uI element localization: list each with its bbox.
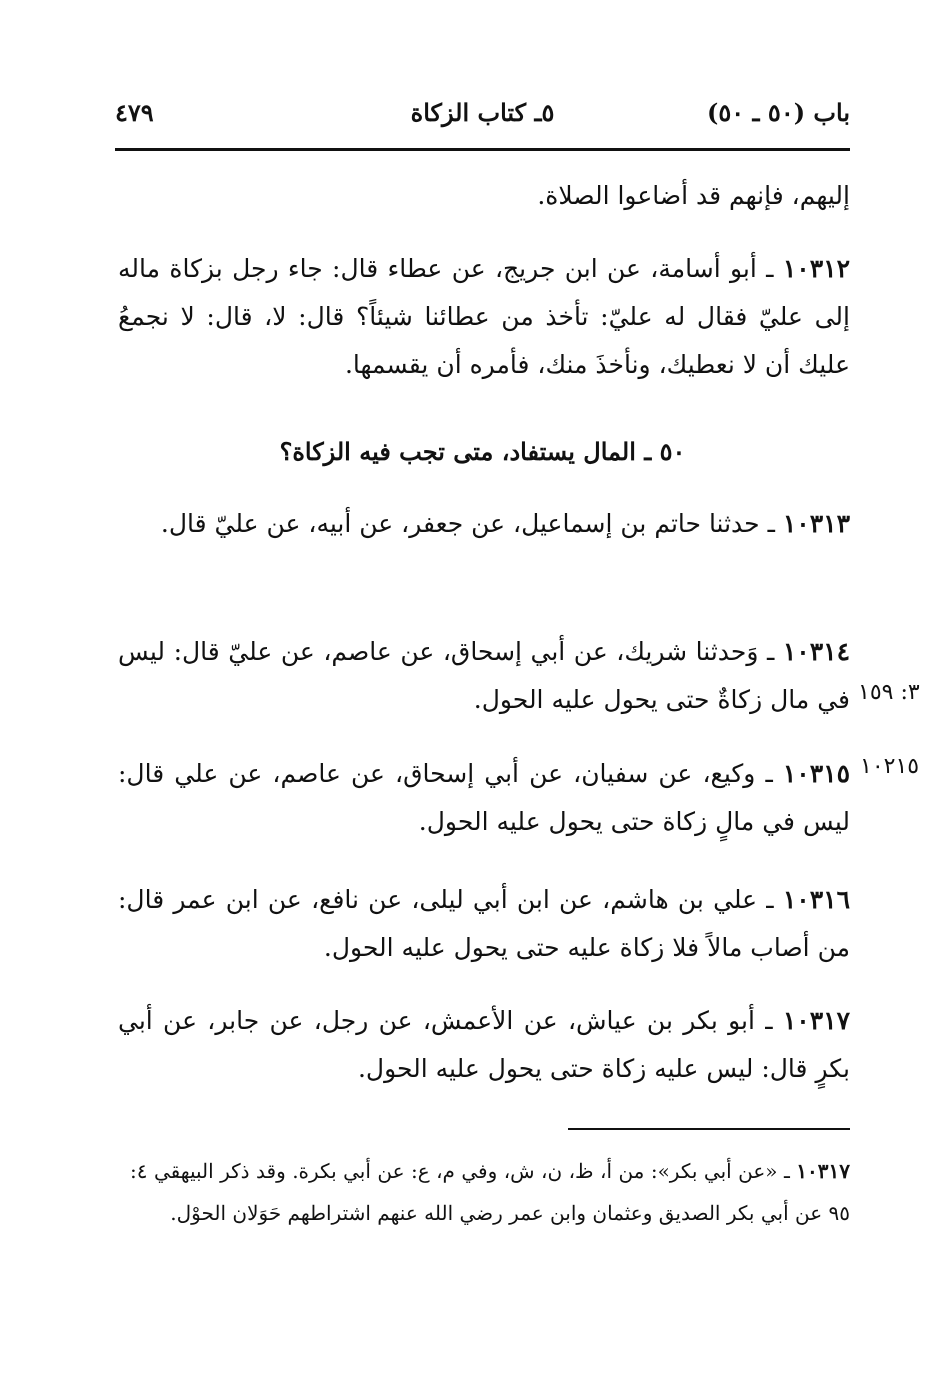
hadith-number: ١٠٣١٦ [782, 885, 850, 914]
hadith-10313 [118, 500, 850, 548]
hadith-10316 [118, 876, 850, 972]
footnote-number: ١٠٣١٧ [796, 1159, 851, 1183]
hadith-text: ـ أبو أسامة، عن ابن جريج، عن عطاء قال: جاء رجل بزكاة ماله إلى عليّ فقال له عليّ: تأخذ من عطائنا شيئاً؟ قال: لا، قال: لا نجمعُ عليك أن لا نعطيك، ونأخذَ منك، فأمره أن يقسمها. [118, 254, 850, 379]
hadith-10314 [118, 628, 850, 724]
running-header [115, 92, 850, 136]
book-title: ٥ـ كتاب الزكاة [410, 98, 555, 127]
hadith-number: ١٠٣١٣ [782, 509, 850, 538]
hadith-text: ـ علي بن هاشم، عن ابن أبي ليلى، عن نافع، عن ابن عمر قال: من أصاب مالاً فلا زكاة عليه حتى يحول عليه الحول. [118, 885, 850, 962]
footnote-rule [568, 1128, 850, 1130]
hadith-number: ١٠٣١٤ [782, 637, 850, 666]
margin-reference: ١٠٢١٥ [860, 754, 920, 779]
chapter-reference: باب (٥٠ ـ ٥٠) [707, 98, 850, 127]
paragraph-continuation [118, 172, 850, 220]
hadith-10315 [118, 750, 850, 846]
footnote [130, 1150, 850, 1234]
hadith-text: ـ وكيع، عن سفيان، عن أبي إسحاق، عن عاصم، عن علي قال: ليس في مالٍ زكاة حتى يحول عليه الحول. [118, 759, 850, 836]
hadith-number: ١٠٣١٢ [782, 254, 850, 283]
header-rule [115, 148, 850, 151]
hadith-10312 [118, 245, 850, 389]
hadith-text: ـ حدثنا حاتم بن إسماعيل، عن جعفر، عن أبيه، عن عليّ قال. [160, 509, 783, 538]
margin-reference: ٣: ١٥٩ [858, 680, 920, 705]
footnote-text: ـ «عن أبي بكر»: من أ، ظ، ن، ش، وفي م، ع: عن أبي بكرة. وقد ذكر البيهقي ٤: ٩٥ عن أبي بكر الصديق وعثمان وابن عمر رضي الله عنهم اشتراطهم حَوَلان الحوْل. [130, 1159, 850, 1225]
section-heading: ٥٠ ـ المال يستفاد، متى تجب فيه الزكاة؟ [279, 437, 686, 466]
hadith-number: ١٠٣١٥ [782, 759, 850, 788]
paragraph-text: إليهم، فإنهم قد أضاعوا الصلاة. [537, 181, 850, 210]
hadith-text: ـ وَحدثنا شريك، عن أبي إسحاق، عن عاصم، عن عليّ قال: ليس في مال زكاةٌ حتى يحول عليه الحول. [118, 637, 850, 714]
hadith-text: ـ أبو بكر بن عياش، عن الأعمش، عن رجل، عن جابر، عن أبي بكرٍ قال: ليس عليه زكاة حتى يحول عليه الحول. [118, 1006, 850, 1083]
hadith-number: ١٠٣١٧ [782, 1006, 850, 1035]
hadith-10317 [118, 997, 850, 1093]
page-number: ٤٧٩ [115, 98, 154, 127]
